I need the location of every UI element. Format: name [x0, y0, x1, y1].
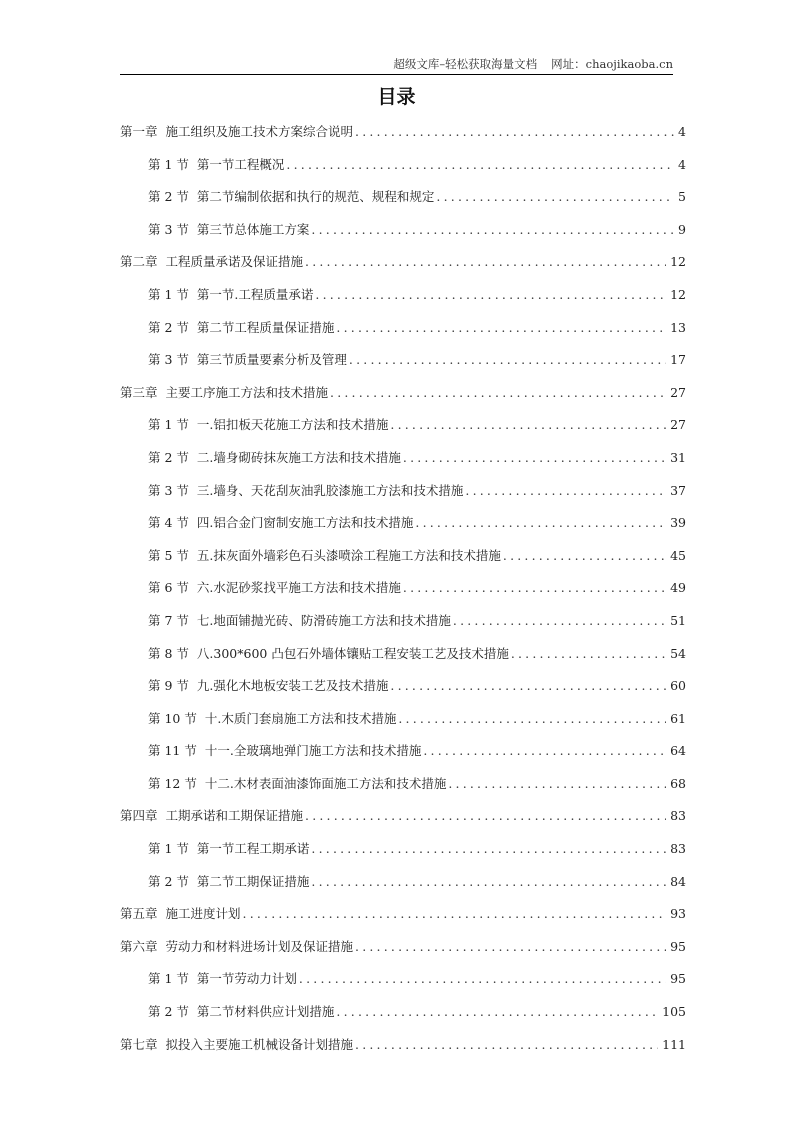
toc-dot-leader	[311, 220, 674, 240]
toc-entry-title: 拟投入主要施工机械设备计划措施	[165, 1036, 354, 1052]
toc-entry-page-number: 37	[670, 482, 686, 498]
toc-entry-title: 第二节材料供应计划措施	[196, 1004, 335, 1020]
toc-section-entry[interactable]	[120, 546, 686, 579]
toc-chapter-entry[interactable]	[120, 806, 686, 839]
toc-entry-number: 第 8 节	[148, 645, 189, 661]
toc-entry-number: 第 2 节	[148, 319, 189, 335]
toc-entry-page-number: 13	[670, 319, 686, 335]
toc-section-entry[interactable]	[120, 872, 686, 905]
toc-chapter-entry[interactable]	[120, 383, 686, 416]
toc-chapter-entry[interactable]	[120, 937, 686, 970]
toc-entry-page-number: 12	[670, 254, 686, 270]
toc-entry-number: 第七章	[120, 1036, 158, 1052]
toc-section-entry[interactable]	[120, 285, 686, 318]
toc-entry-page-number: 17	[670, 352, 686, 368]
toc-entry-number: 第 2 节	[148, 873, 189, 889]
toc-entry-page-number: 27	[670, 417, 686, 433]
toc-entry-number: 第 12 节	[148, 775, 197, 791]
toc-section-entry[interactable]	[120, 187, 686, 220]
toc-entry-page-number: 93	[670, 906, 686, 922]
toc-dot-leader	[465, 481, 666, 501]
toc-entry-title: 五.抹灰面外墙彩色石头漆喷涂工程施工方法和技术措施	[196, 547, 501, 563]
toc-dot-leader	[390, 676, 666, 696]
toc-entry-title: 十.木质门套扇施工方法和技术措施	[204, 710, 397, 726]
toc-entry-page-number: 54	[670, 645, 686, 661]
toc-dot-leader	[243, 904, 667, 924]
toc-section-entry[interactable]	[120, 155, 686, 188]
toc-section-entry[interactable]	[120, 415, 686, 448]
toc-entry-number: 第 3 节	[148, 482, 189, 498]
toc-entry-number: 第 2 节	[148, 449, 189, 465]
toc-section-entry[interactable]	[120, 1002, 686, 1035]
toc-section-entry[interactable]	[120, 741, 686, 774]
toc-entry-page-number: 5	[678, 189, 686, 205]
toc-entry-page-number: 4	[678, 124, 686, 139]
toc-section-entry[interactable]	[120, 318, 686, 351]
toc-entry-number: 第一章	[120, 124, 158, 139]
toc-entry-title: 第二节工期保证措施	[196, 873, 310, 889]
toc-entry-title: 工程质量承诺及保证措施	[165, 254, 304, 270]
toc-entry-page-number: 83	[670, 808, 686, 824]
toc-dot-leader	[415, 513, 666, 533]
toc-entry-page-number: 51	[670, 612, 686, 628]
toc-entry-number: 第 2 节	[148, 1004, 189, 1020]
toc-entry-title: 主要工序施工方法和技术措施	[165, 384, 329, 400]
toc-title: 目录	[377, 86, 416, 108]
toc-entry-title: 十一.全玻璃地弹门施工方法和技术措施	[204, 743, 422, 759]
toc-entry-number: 第 6 节	[148, 580, 189, 596]
toc-section-entry[interactable]	[120, 969, 686, 1002]
toc-entry-number: 第 3 节	[148, 221, 189, 237]
toc-entry-number: 第 1 节	[148, 971, 189, 987]
toc-entry-title: 二.墙身砌砖抹灰施工方法和技术措施	[196, 449, 401, 465]
toc-dot-leader	[330, 383, 666, 403]
toc-entry-page-number: 45	[670, 547, 686, 563]
toc-dot-leader	[311, 872, 666, 892]
toc-dot-leader	[349, 350, 666, 370]
toc-chapter-entry[interactable]	[120, 904, 686, 937]
toc-dot-leader	[355, 1035, 658, 1055]
toc-entry-page-number: 12	[670, 286, 686, 302]
toc-dot-leader	[311, 839, 666, 859]
toc-entry-title: 一.铝扣板天花施工方法和技术措施	[196, 417, 389, 433]
toc-entry-title: 四.铝合金门窗制安施工方法和技术措施	[196, 515, 414, 531]
toc-dot-leader	[403, 448, 666, 468]
toc-entry-title: 第一节工程概况	[196, 156, 285, 172]
toc-dot-leader	[511, 644, 666, 664]
toc-entry-page-number: 49	[670, 580, 686, 596]
toc-entry-title: 第一节劳动力计划	[196, 971, 297, 987]
toc-entry-number: 第 2 节	[148, 189, 189, 205]
toc-entry-page-number: 4	[678, 156, 686, 172]
toc-entry-title: 工期承诺和工期保证措施	[165, 808, 304, 824]
toc-section-entry[interactable]	[120, 448, 686, 481]
toc-entry-number: 第 10 节	[148, 710, 197, 726]
toc-section-entry[interactable]	[120, 513, 686, 546]
toc-entry-title: 第三节质量要素分析及管理	[196, 352, 347, 368]
toc-entry-number: 第 1 节	[148, 841, 189, 857]
toc-entry-title: 第一节工程工期承诺	[196, 841, 310, 857]
toc-chapter-entry[interactable]	[120, 122, 686, 155]
toc-entry-number: 第 1 节	[148, 156, 189, 172]
toc-entry-number: 第 1 节	[148, 286, 189, 302]
toc-entry-title: 十二.木材表面油漆饰面施工方法和技术措施	[204, 775, 447, 791]
toc-dot-leader	[398, 709, 666, 729]
toc-entry-title: 七.地面铺抛光砖、防滑砖施工方法和技术措施	[196, 612, 451, 628]
toc-entry-page-number: 9	[678, 221, 686, 237]
toc-dot-leader	[299, 969, 666, 989]
toc-dot-leader	[403, 578, 666, 598]
toc-dot-leader	[390, 415, 666, 435]
toc-entry-title: 八.300*600 凸包石外墙体镶贴工程安装工艺及技术措施	[196, 645, 509, 661]
toc-section-entry[interactable]	[120, 611, 686, 644]
toc-dot-leader	[448, 774, 666, 794]
toc-entry-page-number: 31	[670, 449, 686, 465]
toc-entry-number: 第 3 节	[148, 352, 189, 368]
toc-entry-number: 第 5 节	[148, 547, 189, 563]
toc-entry-title: 第一节.工程质量承诺	[196, 286, 314, 302]
toc-entry-number: 第 4 节	[148, 515, 189, 531]
toc-entry-number: 第六章	[120, 938, 158, 954]
toc-section-entry[interactable]	[120, 220, 686, 253]
toc-entry-page-number: 95	[670, 938, 686, 954]
toc-entry-page-number: 83	[670, 841, 686, 857]
toc-entry-page-number: 111	[662, 1036, 686, 1052]
toc-entry-page-number: 60	[670, 678, 686, 694]
toc-dot-leader	[453, 611, 666, 631]
table-of-contents	[120, 122, 686, 1067]
toc-entry-title: 劳动力和材料进场计划及保证措施	[165, 938, 354, 954]
toc-entry-page-number: 39	[670, 515, 686, 531]
toc-entry-number: 第三章	[120, 384, 158, 400]
toc-section-entry[interactable]	[120, 709, 686, 742]
toc-dot-leader	[305, 252, 666, 272]
header-site-text: 超级文库–轻松获取海量文档	[393, 57, 538, 71]
toc-entry-title: 第二节编制依据和执行的规范、规程和规定	[196, 189, 435, 205]
toc-entry-title: 第二节工程质量保证措施	[196, 319, 335, 335]
toc-entry-title: 第三节总体施工方案	[196, 221, 310, 237]
toc-entry-page-number: 64	[670, 743, 686, 759]
toc-entry-number: 第 9 节	[148, 678, 189, 694]
toc-entry-number: 第五章	[120, 906, 158, 922]
toc-entry-title: 三.墙身、天花刮灰油乳胶漆施工方法和技术措施	[196, 482, 464, 498]
toc-entry-number: 第 11 节	[148, 743, 197, 759]
toc-dot-leader	[336, 1002, 658, 1022]
toc-entry-page-number: 68	[670, 775, 686, 791]
toc-dot-leader	[355, 122, 674, 142]
toc-chapter-entry[interactable]	[120, 252, 686, 285]
toc-dot-leader	[355, 937, 666, 957]
toc-dot-leader	[315, 285, 666, 305]
toc-dot-leader	[423, 741, 666, 761]
toc-chapter-entry[interactable]	[120, 1035, 686, 1068]
toc-entry-title: 六.水泥砂浆找平施工方法和技术措施	[196, 580, 401, 596]
toc-entry-page-number: 95	[670, 971, 686, 987]
toc-section-entry[interactable]	[120, 774, 686, 807]
toc-entry-number: 第 7 节	[148, 612, 189, 628]
toc-dot-leader	[286, 155, 674, 175]
toc-section-entry[interactable]	[120, 839, 686, 872]
toc-entry-number: 第二章	[120, 254, 158, 270]
toc-entry-number: 第 1 节	[148, 417, 189, 433]
header-url-text: 网址：chaojikaoba.cn	[551, 57, 673, 71]
toc-entry-page-number: 105	[662, 1004, 686, 1020]
toc-entry-page-number: 61	[670, 710, 686, 726]
toc-section-entry[interactable]	[120, 481, 686, 514]
page-header	[120, 56, 673, 75]
toc-section-entry[interactable]	[120, 350, 686, 383]
toc-dot-leader	[305, 806, 666, 826]
toc-entry-title: 九.强化木地板安装工艺及技术措施	[196, 678, 389, 694]
toc-dot-leader	[336, 318, 666, 338]
toc-entry-number: 第四章	[120, 808, 158, 824]
toc-section-entry[interactable]	[120, 578, 686, 611]
toc-section-entry[interactable]	[120, 644, 686, 677]
toc-entry-page-number: 84	[670, 873, 686, 889]
toc-dot-leader	[503, 546, 666, 566]
toc-entry-page-number: 27	[670, 384, 686, 400]
toc-entry-title: 施工组织及施工技术方案综合说明	[165, 124, 354, 139]
toc-dot-leader	[436, 187, 674, 207]
toc-entry-title: 施工进度计划	[165, 906, 241, 922]
toc-section-entry[interactable]	[120, 676, 686, 709]
